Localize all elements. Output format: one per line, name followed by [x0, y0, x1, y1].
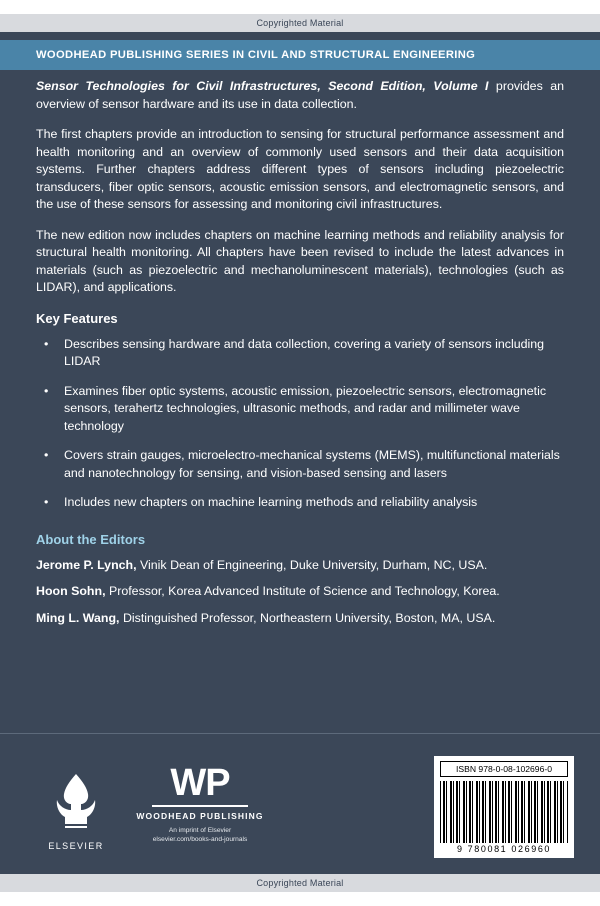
- key-features-list: [36, 336, 564, 512]
- editor-name: Hoon Sohn,: [36, 584, 106, 598]
- editor-entry: [36, 583, 564, 601]
- list-item: • Examines fiber optic systems, acoustic emission, piezoelectric sensors, electromagnetic sensors, terahertz technologies, ultrasonic methods, and radar and millimeter wave technology: [36, 383, 564, 436]
- back-cover-content: [36, 78, 564, 636]
- blurb-paragraph-1-rest: provides an overview of sensor hardware and its use in data collection.: [36, 79, 564, 111]
- blurb-paragraph-1: [36, 78, 564, 113]
- wp-publisher-name: WOODHEAD PUBLISHING: [136, 811, 264, 821]
- bottom-white-margin: [0, 892, 600, 906]
- list-item: • Includes new chapters on machine learning methods and reliability analysis: [36, 494, 564, 512]
- about-editors-heading: About the Editors: [36, 531, 146, 547]
- barcode-digits: 9 780081 026960: [456, 844, 552, 854]
- isbn-text: ISBN 978-0-08-102696-0: [440, 761, 568, 777]
- editor-entry: [36, 610, 564, 628]
- cover-footer: [0, 734, 600, 874]
- woodhead-publishing-logo: [130, 764, 270, 844]
- wp-rule: [152, 805, 248, 807]
- elsevier-logo: [40, 770, 112, 851]
- blurb-paragraph-2: The first chapters provide an introduction to sensing for structural performance assessment and health monitoring and an overview of commonly used sensors and their data acquisition systems. Further chapters address different types of sensors including piezoelectric transducers, fiber optic sensors, acoustic emission sensors, and electromagnetic sensors, and the use of these sensors for assessing and monitoring civil infrastructures.: [36, 127, 564, 211]
- editor-detail: Professor, Korea Advanced Institute of Science and Technology, Korea.: [105, 584, 500, 598]
- editor-name: Ming L. Wang,: [36, 610, 120, 625]
- isbn-barcode-block: [434, 756, 574, 858]
- elsevier-wordmark: ELSEVIER: [48, 841, 104, 851]
- book-title-italic: Sensor Technologies for Civil Infrastructures, Second Edition, Volume I: [36, 79, 489, 93]
- editor-name: Jerome P. Lynch,: [36, 557, 137, 572]
- editor-entry: [36, 557, 564, 575]
- list-item: • Describes sensing hardware and data collection, covering a variety of sensors including LIDAR: [36, 336, 564, 371]
- wp-monogram: WP: [170, 762, 230, 804]
- blurb-paragraph-3: The new edition now includes chapters on machine learning methods and reliability analysis for structural health monitoring. All chapters have been revised to include the latest advances in materials (such as piezoelectric and mechanoluminescent materials), technologies (such as LIDAR), and applications.: [36, 227, 564, 294]
- elsevier-tree-icon: [45, 770, 107, 832]
- top-white-margin: [0, 0, 600, 14]
- editor-detail: Vinik Dean of Engineering, Duke University, Durham, NC, USA.: [136, 557, 488, 572]
- wp-imprint-line-1: An imprint of Elsevier: [168, 827, 232, 834]
- list-item: • Covers strain gauges, microelectro-mechanical systems (MEMS), multifunctional materials and nanotechnology for sensing, and vision-based sensing and lasers: [36, 447, 564, 482]
- barcode-bars: [440, 781, 568, 843]
- wp-imprint-line-2: elsevier.com/books-and-journals: [152, 836, 248, 843]
- series-title: WOODHEAD PUBLISHING SERIES IN CIVIL AND STRUCTURAL ENGINEERING: [36, 49, 476, 61]
- series-band: [0, 40, 600, 70]
- copyright-notice-bottom: Copyrighted Material: [0, 874, 600, 892]
- key-features-heading: Key Features: [36, 310, 118, 326]
- editor-detail: Distinguished Professor, Northeastern University, Boston, MA, USA.: [119, 610, 496, 625]
- copyright-notice-top: Copyrighted Material: [0, 14, 600, 32]
